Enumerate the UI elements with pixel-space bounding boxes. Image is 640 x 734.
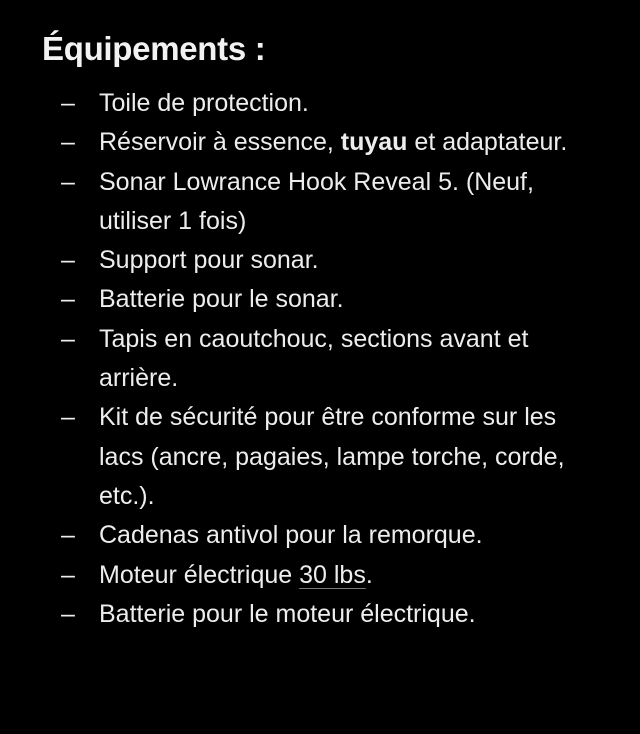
item-bold-text: tuyau (340, 128, 408, 157)
list-item-rubber-mats (0, 320, 640, 399)
list-item-sonar (0, 163, 640, 242)
item-text: Tapis en caoutchouc, sections avant et arrière. (99, 324, 529, 393)
item-text: Toile de protection. (99, 89, 309, 117)
dash-bullet: – (61, 560, 75, 589)
item-text: et adaptateur. (407, 128, 568, 157)
dash-bullet: – (61, 403, 75, 432)
list-item-sonar-battery (0, 280, 640, 319)
item-text: Support pour sonar. (99, 246, 319, 275)
dash-bullet: – (61, 167, 75, 196)
list-item-safety-kit (0, 398, 640, 516)
motor-thrust-link[interactable]: 30 lbs (299, 560, 366, 589)
page-title: Équipements : (42, 30, 266, 67)
dash-bullet: – (61, 285, 75, 314)
dash-bullet: – (61, 599, 75, 628)
dash-bullet: – (61, 128, 75, 157)
item-text: . (365, 560, 373, 589)
item-text: Moteur électrique (99, 560, 300, 589)
item-text: Batterie pour le moteur électrique. (99, 599, 476, 628)
list-item-fuel-tank (0, 123, 640, 162)
equipment-list (0, 84, 640, 634)
list-item-electric-motor (0, 556, 640, 595)
item-text: Réservoir à essence, (99, 128, 341, 157)
list-item-motor-battery (0, 595, 640, 634)
dash-bullet: – (61, 521, 75, 550)
list-item-trailer-lock (0, 516, 640, 555)
list-item-sonar-mount (0, 241, 640, 280)
item-text: Batterie pour le sonar. (99, 285, 344, 314)
item-text: Cadenas antivol pour la remorque. (99, 521, 483, 550)
dash-bullet: – (61, 89, 75, 117)
item-text: Sonar Lowrance Hook Reveal 5. (Neuf, utiliser 1 fois) (99, 167, 534, 235)
dash-bullet: – (61, 246, 75, 275)
list-item-protective-cover (0, 84, 640, 123)
item-text: Kit de sécurité pour être conforme sur les lacs (ancre, pagaies, lampe torche, corde, etc.). (99, 403, 565, 510)
dash-bullet: – (61, 324, 75, 353)
